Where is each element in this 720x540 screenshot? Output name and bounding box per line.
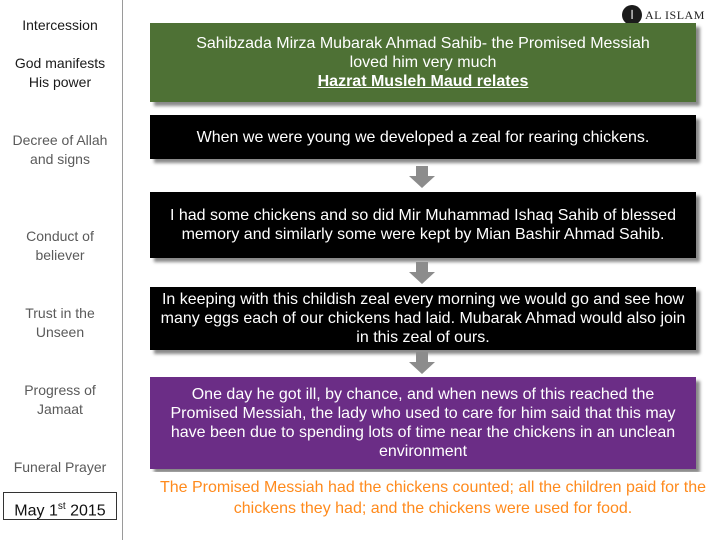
- date-label: [3, 492, 117, 520]
- sidebar-item-funeral[interactable]: Funeral Prayer: [13, 459, 107, 475]
- arrow-down-icon: [409, 352, 435, 374]
- sidebar-item-trust[interactable]: Trust in the Unseen: [25, 305, 95, 340]
- title-line: Sahibzada Mirza Mubarak Ahmad Sahib- the Promised Messiah loved him very much: [196, 35, 650, 71]
- sidebar-item-god-manifests[interactable]: God manifests His power: [14, 55, 106, 90]
- step-box-2: I had some chickens and so did Mir Muhammad Ishaq Sahib of blessed memory and similarly some were kept by Mian Bashir Ahmad Sahib.: [150, 192, 696, 258]
- title-box: [150, 23, 696, 102]
- step-box-3: In keeping with this childish zeal every morning we would go and see how many eggs each of our chickens had laid. Mubarak Ahmad would also join in this zeal of ours.: [150, 287, 696, 350]
- conclusion-text: The Promised Messiah had the chickens counted; all the children paid for the chickens they had; and the chickens were used for food.: [150, 472, 716, 524]
- logo-emblem-icon: ا: [622, 5, 642, 25]
- sidebar-item-intercession[interactable]: Intercession: [22, 17, 98, 33]
- date-year: 2015: [65, 502, 106, 520]
- sidebar-item-decree[interactable]: Decree of Allah and signs: [12, 132, 108, 167]
- sidebar-item-conduct[interactable]: Conduct of believer: [26, 228, 94, 263]
- step-box-1: When we were young we developed a zeal for rearing chickens.: [150, 115, 696, 159]
- sidebar-item-progress[interactable]: Progress of Jamaat: [24, 382, 96, 417]
- arrow-down-icon: [409, 166, 435, 188]
- sidebar-nav: [0, 0, 123, 540]
- arrow-down-icon: [409, 262, 435, 284]
- title-subtitle: Hazrat Musleh Maud relates: [317, 73, 529, 90]
- date-text: May 1: [14, 502, 58, 520]
- step-box-4: One day he got ill, by chance, and when news of this reached the Promised Messiah, the lady who used to care for him said that this may have been due to spending lots of time near the chickens in an unclean environment: [150, 377, 696, 469]
- date-suffix-sup: st: [57, 501, 66, 512]
- logo-text: AL ISLAM: [645, 7, 705, 22]
